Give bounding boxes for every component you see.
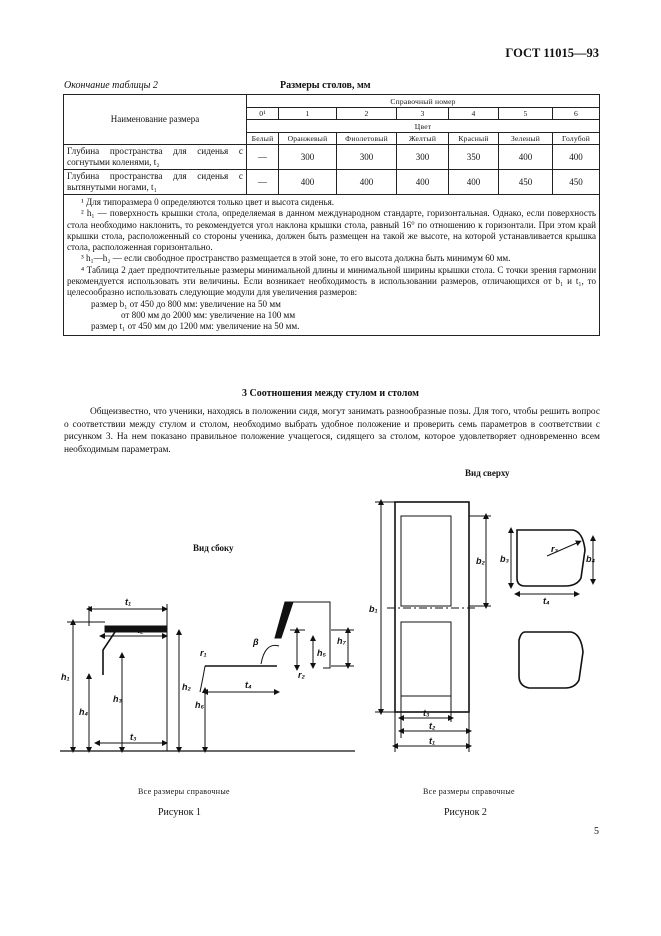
color-cell: Желтый bbox=[397, 133, 449, 145]
table-cell: 350 bbox=[449, 145, 499, 170]
table-notes bbox=[64, 195, 600, 336]
label-t1: t₁ bbox=[125, 597, 132, 607]
table-cell: 400 bbox=[279, 170, 337, 195]
color-cell: Белый bbox=[247, 133, 279, 145]
page-number: 5 bbox=[594, 826, 599, 837]
label-h2: h₂ bbox=[182, 682, 191, 692]
ref-number: 5 bbox=[499, 108, 553, 120]
chair-lower-rect bbox=[401, 622, 451, 696]
desk-edge-curve bbox=[200, 666, 205, 692]
label-h7: h₇ bbox=[337, 636, 346, 646]
color-cell: Красный bbox=[449, 133, 499, 145]
figure2-note: Все размеры справочные bbox=[423, 787, 515, 796]
label-h4: h₄ bbox=[79, 707, 89, 717]
ref-number: 0¹ bbox=[247, 108, 279, 120]
ref-number: 6 bbox=[553, 108, 600, 120]
ref-number: 4 bbox=[449, 108, 499, 120]
module-b1-2: от 800 мм до 2000 мм: увеличение на 100 мм bbox=[121, 309, 296, 320]
row-label: Глубина пространства для сиденья с согнутыми коленями, t₂ bbox=[64, 145, 247, 170]
seat-shape-bottom bbox=[519, 632, 583, 688]
color-cell: Фиолетовый bbox=[337, 133, 397, 145]
table-sizes bbox=[63, 94, 600, 336]
table-continuation-label: Окончание таблицы 2 bbox=[64, 80, 158, 91]
label-beta: β bbox=[253, 637, 259, 647]
seat-shape-top bbox=[517, 530, 585, 586]
figure1-view-label: Вид сбоку bbox=[193, 543, 234, 553]
figure1-note: Все размеры справочные bbox=[138, 787, 230, 796]
label-t4: t₄ bbox=[543, 596, 550, 606]
label-h3: h₃ bbox=[113, 694, 122, 704]
label-t2: t₂ bbox=[137, 625, 144, 635]
ref-number-header: Справочный номер bbox=[247, 95, 600, 108]
chair-seat-shape bbox=[105, 626, 167, 632]
table-cell: 400 bbox=[499, 145, 553, 170]
label-r1: r₁ bbox=[200, 648, 207, 658]
section-title: 3 Соотношения между стулом и столом bbox=[242, 388, 419, 399]
label-h5: h₅ bbox=[317, 648, 327, 658]
table-cell: — bbox=[247, 145, 279, 170]
note-2: ² h₁ — поверхность крышки стола, определяемая в данном международном стандарте, горизонтальная. Однако, если поверхность стола необходимо наклонить, то рекомендуется угол наклона крышки стола, равный 16° по отношению к горизонтали. При этом край крышки стола, расположенный со стороны ученика, должен быть размещен на такой же высоте, на которой устанавливается крышка стола, расположенная горизонтально. bbox=[67, 208, 597, 253]
beta-arc bbox=[261, 645, 279, 664]
desk-top-rect bbox=[395, 502, 469, 712]
label-b2: b₂ bbox=[476, 556, 485, 566]
module-t1: размер t₁ от 450 мм до 1200 мм: увеличение на 50 мм. bbox=[91, 321, 300, 332]
label-r3: r₃ bbox=[551, 544, 559, 554]
figure1-labels bbox=[61, 597, 346, 742]
label-t2: t₂ bbox=[429, 721, 436, 731]
figure2-caption: Рисунок 2 bbox=[444, 807, 487, 818]
row-label: Глубина пространства для сиденья с вытянутыми ногами, t₁ bbox=[64, 170, 247, 195]
table-cell: 300 bbox=[337, 145, 397, 170]
figure-top-view bbox=[365, 490, 615, 765]
chair-upper-rect bbox=[401, 516, 451, 606]
label-t1: t₁ bbox=[429, 736, 436, 746]
color-header: Цвет bbox=[247, 120, 600, 133]
table-cell: 450 bbox=[553, 170, 600, 195]
figure1-caption: Рисунок 1 bbox=[158, 807, 201, 818]
module-b1: размер b₁ от 450 до 800 мм: увеличение на 50 мм bbox=[91, 298, 281, 309]
figure2-labels bbox=[369, 544, 595, 746]
ref-number: 1 bbox=[279, 108, 337, 120]
color-cell: Голубой bbox=[553, 133, 600, 145]
label-b3: b₃ bbox=[500, 554, 509, 564]
table-title: Размеры столов, мм bbox=[280, 80, 371, 91]
table-cell: 400 bbox=[337, 170, 397, 195]
table-cell: 400 bbox=[553, 145, 600, 170]
table-cell: 300 bbox=[279, 145, 337, 170]
table-cell: 450 bbox=[499, 170, 553, 195]
section-paragraph-text: Общеизвестно, что ученики, находясь в положении сидя, могут занимать разнообразные позы. Для того, чтобы решить вопрос о соответствии между стулом и столом, необходимо выбрать удобное положение и проверить семь параметров в соответствии с рисунком 3. На нем показано правильное положение учащегося, сидящего за столом, которое удовлетворяет одновременно всем необходимым параметрам. bbox=[64, 407, 600, 455]
color-cell: Зеленый bbox=[499, 133, 553, 145]
label-t3: t₃ bbox=[130, 732, 137, 742]
label-b4: b₄ bbox=[586, 554, 596, 564]
color-cell: Оранжевый bbox=[279, 133, 337, 145]
ref-number: 3 bbox=[397, 108, 449, 120]
label-h6: h₆ bbox=[195, 700, 205, 710]
ref-number: 2 bbox=[337, 108, 397, 120]
desk-top-shape bbox=[275, 602, 293, 638]
note-1: ¹ Для типоразмера 0 определяются только цвет и высота сиденья. bbox=[81, 197, 335, 207]
label-t4: t₄ bbox=[245, 680, 252, 690]
figure-side-view bbox=[55, 530, 365, 770]
label-h1: h₁ bbox=[61, 672, 70, 682]
label-t3: t₃ bbox=[423, 708, 430, 718]
table-cell: 300 bbox=[397, 145, 449, 170]
figure2-view-label: Вид сверху bbox=[465, 468, 510, 478]
col-header-name: Наименование размера bbox=[64, 95, 247, 145]
note-3: ³ h₁—h₂ — если свободное пространство размещается в этой зоне, то его высота должна быть минимум 60 мм. bbox=[81, 253, 511, 264]
table-cell: 400 bbox=[449, 170, 499, 195]
label-r2: r₂ bbox=[298, 670, 305, 680]
table-cell: — bbox=[247, 170, 279, 195]
section-paragraph bbox=[64, 406, 600, 456]
chair-back-shape bbox=[103, 632, 115, 675]
desk-front-shape bbox=[293, 602, 330, 668]
label-b1: b₁ bbox=[369, 604, 378, 614]
note-4: ⁴ Таблица 2 дает предпочтительные размеры минимальной длины и минимальной ширины крышки стола. С точки зрения гармонии рекомендуется использовать эти величины. Если возникает необходимость в использовании размеров, отличающихся от b₁ и t₁, то целесообразно использовать следующие модули для увеличения размеров: bbox=[67, 264, 597, 298]
table-cell: 400 bbox=[397, 170, 449, 195]
document-code: ГОСТ 11015—93 bbox=[505, 46, 599, 60]
